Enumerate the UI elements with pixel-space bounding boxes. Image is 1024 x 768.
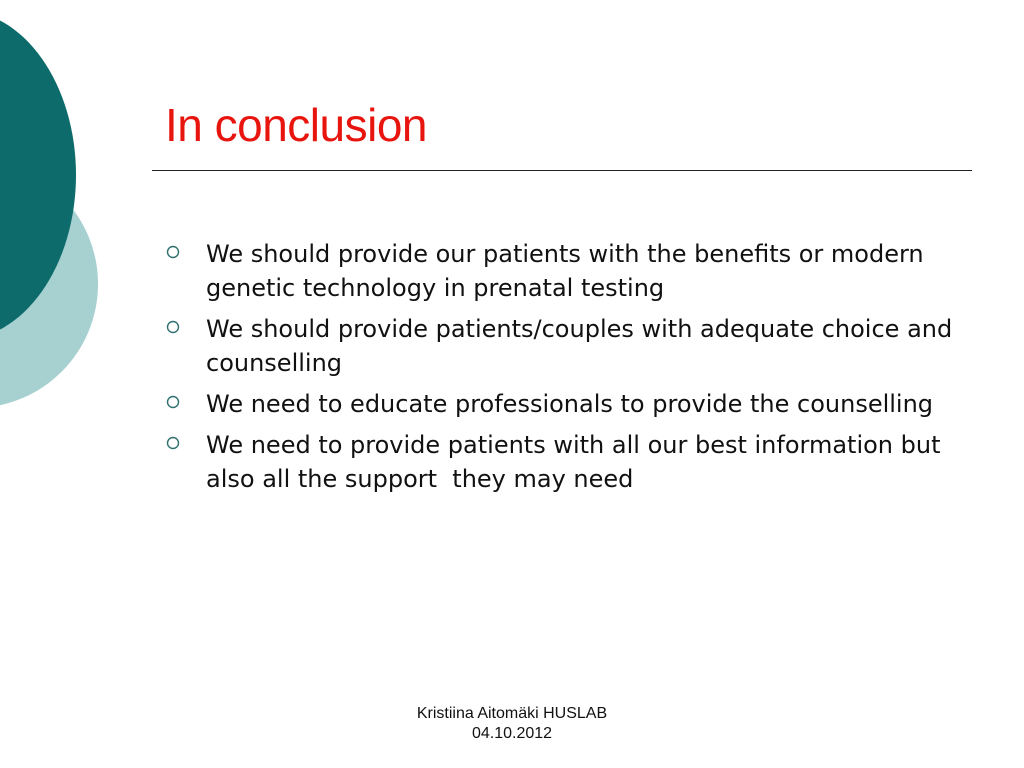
bullet-list [166,237,966,503]
title-divider [152,170,972,171]
hollow-circle-icon [166,312,206,334]
bullet-text: We should provide patients/couples with adequate choice and counselling [206,315,960,377]
hollow-circle-icon [166,428,206,450]
hollow-circle-icon [166,237,206,259]
footer [362,704,662,744]
bullet-text: We need to provide patients with all our best information but also all the support they may need [206,431,949,493]
bullet-item [166,387,966,421]
bullet-item [166,428,966,496]
bullet-item [166,237,966,305]
bullet-text: We need to educate professionals to provide the counselling [206,390,934,418]
slide-title: In conclusion [165,99,427,151]
bullet-text: We should provide our patients with the benefits or modern genetic technology in prenatal testing [206,240,932,302]
footer-author: Kristiina Aitomäki HUSLAB [416,705,608,722]
bullet-item [166,312,966,380]
hollow-circle-icon [166,387,206,409]
footer-date: 04.10.2012 [471,725,553,742]
